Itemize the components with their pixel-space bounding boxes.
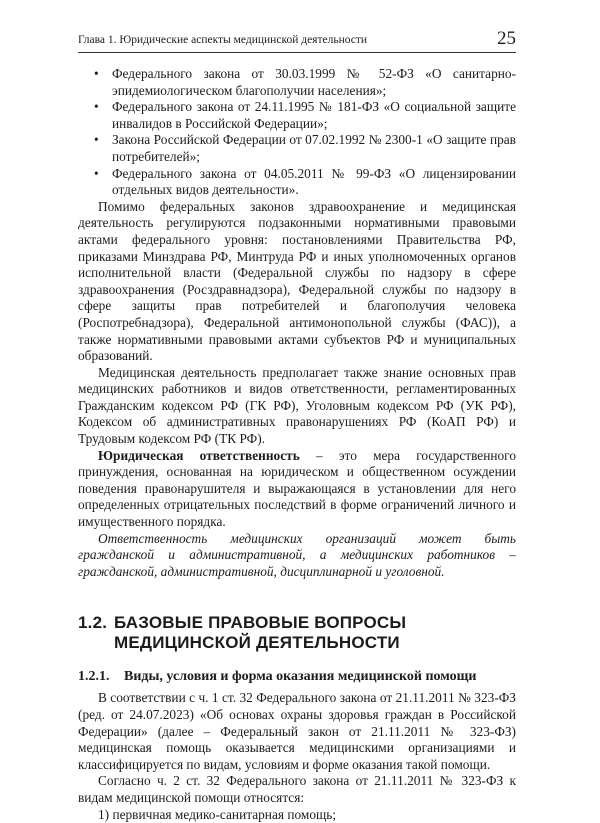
list-item bbox=[78, 166, 516, 199]
subsection-title: Виды, условия и форма оказания медицинской помощи bbox=[124, 669, 477, 685]
list-item-text: Федерального закона от 30.03.1999 № 52-ФЗ «О санитарно-эпидемиологическом благополучии населения»; bbox=[112, 66, 516, 98]
paragraph-legal-responsibility bbox=[78, 448, 516, 531]
paragraph-types-intro: Согласно ч. 2 ст. 32 Федерального закона от 21.11.2011 № 323-ФЗ к видам медицинской помощи относятся: bbox=[78, 773, 516, 805]
list-item-text: Федерального закона от 04.05.2011 № 99-ФЗ «О лицензировании отдельных видов деятельности». bbox=[112, 165, 516, 198]
paragraph-responsibility-types: Ответственность медицинских организаций может быть гражданской и административной, а медицинских работников – гражданской, административной, дисциплинарной и уголовной. bbox=[78, 530, 516, 579]
definition-text: – это мера государственного принуждения, основанная на юридическом и общественном осуждении поведения правонарушителя и выражающаяся в установлении для него определенных отрицательных последствий в форме ограничений личного и имущественного порядка. bbox=[78, 447, 516, 530]
chapter-title: Глава 1. Юридические аспекты медицинской деятельности bbox=[78, 34, 368, 46]
page-number: 25 bbox=[497, 28, 516, 49]
bullet-icon: • bbox=[94, 99, 99, 115]
list-item bbox=[78, 66, 516, 99]
bullet-icon: • bbox=[94, 66, 99, 81]
law-list bbox=[78, 66, 516, 199]
section-number: 1.2. bbox=[78, 613, 108, 633]
paragraph-type-1: 1) первичная медико-санитарная помощь; bbox=[98, 806, 337, 822]
page-body bbox=[78, 66, 516, 823]
subsection-heading bbox=[78, 668, 516, 685]
list-item bbox=[78, 132, 516, 165]
section-title: БАЗОВЫЕ ПРАВОВЫЕ ВОПРОСЫ МЕДИЦИНСКОЙ ДЕЯТЕЛЬНОСТИ bbox=[114, 613, 407, 653]
section-heading bbox=[78, 613, 516, 653]
list-item-text: Закона Российской Федерации от 07.02.1992 № 2300-1 «О защите прав потребителей»; bbox=[112, 132, 516, 164]
subsection-number: 1.2.1. bbox=[78, 669, 110, 685]
running-header bbox=[78, 28, 516, 53]
term-legal-responsibility: Юридическая ответственность bbox=[98, 447, 300, 463]
paragraph-law-323: В соответствии с ч. 1 ст. 32 Федерального закона от 21.11.2011 № 323-ФЗ (ред. от 24.07.2023) «Об основах охраны здоровья граждан в Российской Федерации» (далее – Федеральный закон от 21.11.2011 № 323-ФЗ) медицинская помощь оказывается медицинскими организациями и классифицируется по видам, условиям и форме оказания такой помощи. bbox=[78, 690, 516, 772]
list-item-text: Федерального закона от 24.11.1995 № 181-ФЗ «О социальной защите инвалидов в Российской Федерации»; bbox=[112, 99, 516, 131]
list-item bbox=[78, 99, 516, 132]
bullet-icon: • bbox=[94, 132, 99, 148]
paragraph-codes: Медицинская деятельность предполагает также знание основных прав медицинских работников и видов ответственности, регламентированных Гражданским кодексом РФ (ГК РФ), Уголовным кодексом РФ (УК РФ), Кодексом об административных правонарушениях РФ (КоАП РФ) и Трудовым кодексом РФ (ТК РФ). bbox=[78, 364, 516, 447]
bullet-icon: • bbox=[94, 165, 99, 181]
paragraph-regulation: Помимо федеральных законов здравоохранение и медицинская деятельность регулируются подзаконными нормативными правовыми актами федерального уровня: постановлениями Правительства РФ, приказами Минздрава РФ, Минтруда РФ и иных уполномоченных органов исполнительной власти (Федеральной службы по надзору в сфере здравоохранения (Росздравнадзора), Федеральной службы по надзору в сфере защиты прав потребителей и благополучия человека (Роспотребнадзора), Федеральной антимонопольной службы (ФАС)), а также нормативными правовыми актами субъектов РФ и муниципальных образований. bbox=[78, 198, 516, 364]
